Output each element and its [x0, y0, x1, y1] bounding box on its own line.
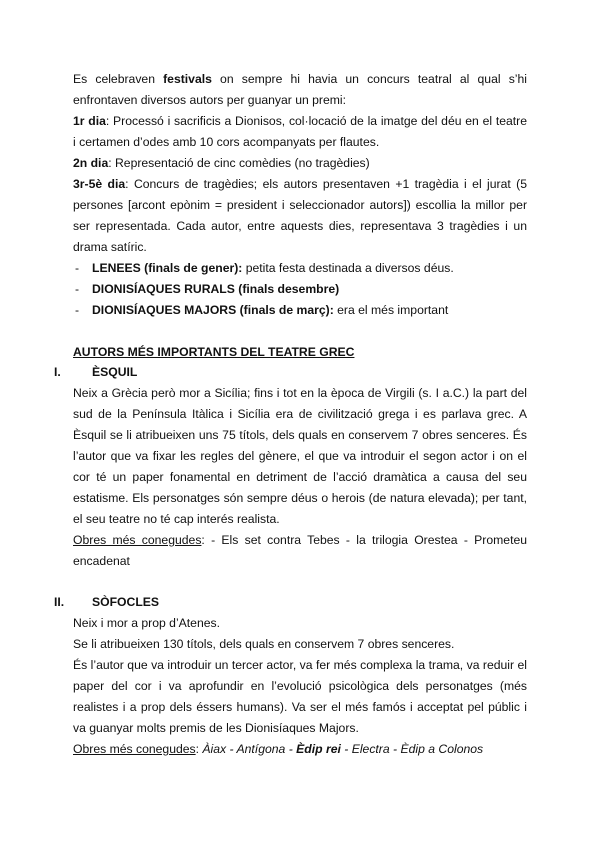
- works-sep: :: [195, 742, 203, 756]
- work-title: Antígona: [236, 742, 286, 756]
- work-sep: -: [389, 742, 401, 756]
- work-sep: -: [285, 742, 297, 756]
- sofocles-body: És l’autor que va introduir un tercer actor, va fer més complexa la trama, va reduir el paper del cor i va aprofundir en l’evolució psicològica dels personatges (més realistes i a prop dels éssers humans). Va ser el més famós i acceptat pel públic i va guanyar molts premis de les Dionisíaques Majors.: [73, 658, 527, 735]
- authors-heading: AUTORS MÉS IMPORTANTS DEL TEATRE GREC: [73, 345, 355, 359]
- day-1-paragraph: [73, 111, 527, 153]
- festival-lenees-text: petita festa destinada a diversos déus.: [242, 261, 454, 275]
- esquil-body: Neix a Grècia però mor a Sicília; fins i tot en la època de Virgili (s. I a.C.) la part del sud de la Península Itàlica i Sicília era de civilització grega i es parlava grec. A Èsquil se li atribueixen uns 75 títols, dels quals en conservem 7 obres senceres. És l’autor que va fixar les regles del gènere, el que va introduir el segon actor i on el cor té un paper fonamental en detriment de l’acció dramàtica a causa del seu estatisme. Els personatges són sempre déus o herois (de natura elevada); per tant, el seu teatre no té cap interés realista.: [73, 386, 527, 526]
- day-2-text: : Representació de cinc comèdies (no tragèdies): [108, 156, 370, 170]
- day-3-5-paragraph: [73, 174, 527, 258]
- festival-majors-title: DIONISÍAQUES MAJORS (finals de març):: [92, 303, 334, 317]
- section-title: ÈSQUIL: [92, 365, 138, 379]
- intro-paragraph: [73, 69, 527, 111]
- day-3-5-label: 3r-5è dia: [73, 177, 126, 191]
- festival-lenees-title: LENEES (finals de gener):: [92, 261, 243, 275]
- section-number: I.: [54, 365, 61, 379]
- section-number: II.: [54, 595, 65, 609]
- esquil-works-text: : - Els set contra Tebes - la trilogia Orestea - Prometeu encadenat: [73, 533, 528, 568]
- esquil-works: [73, 530, 527, 572]
- intro-bold-festivals: festivals: [163, 72, 212, 86]
- bullet-dash: -: [75, 303, 80, 317]
- section-esquil-heading: [54, 362, 137, 383]
- section-sofocles-heading: [54, 592, 159, 613]
- work-title-bold: Èdip rei: [296, 742, 341, 756]
- section-title: SÒFOCLES: [92, 595, 160, 609]
- festival-majors-text: era el més important: [333, 303, 449, 317]
- day-2-paragraph: [73, 153, 527, 174]
- intro-post: on sempre hi havia un concurs teatral al qual s’hi enfrontaven diversos autors per guanyar un premi:: [73, 72, 527, 107]
- day-3-5-text: : Concurs de tragèdies; els autors presentaven +1 tragèdia i el jurat (5 persones [arcont epònim = president i seleccionador autors]) escollia la millor per ser representada. Cada autor, entre aquests dies, representava 3 tragèdies i un drama satíric.: [73, 177, 527, 254]
- work-title: Electra: [351, 742, 390, 756]
- works-label: Obres més conegudes: [73, 742, 196, 756]
- day-2-label: 2n dia: [73, 156, 109, 170]
- work-sep: -: [340, 742, 352, 756]
- works-label: Obres més conegudes: [73, 533, 202, 547]
- day-1-text: : Processó i sacrificis a Dionisos, col·locació de la imatge del déu en el teatre i certamen d’odes amb 10 cors acompanyats per flautes.: [73, 114, 527, 149]
- work-title: Èdip a Colonos: [400, 742, 484, 756]
- sofocles-line-1: Neix i mor a prop d’Atenes.: [73, 616, 220, 630]
- work-sep: -: [226, 742, 237, 756]
- sofocles-line-2: Se li atribueixen 130 títols, dels quals en conservem 7 obres senceres.: [73, 637, 455, 651]
- bullet-dash: -: [75, 282, 80, 296]
- work-title: Àiax: [202, 742, 227, 756]
- sofocles-works: [73, 739, 527, 760]
- festival-rurals-title: DIONISÍAQUES RURALS (finals desembre): [92, 282, 340, 296]
- bullet-dash: -: [75, 261, 80, 275]
- intro-pre: Es celebraven: [73, 72, 164, 86]
- day-1-label: 1r dia: [73, 114, 106, 128]
